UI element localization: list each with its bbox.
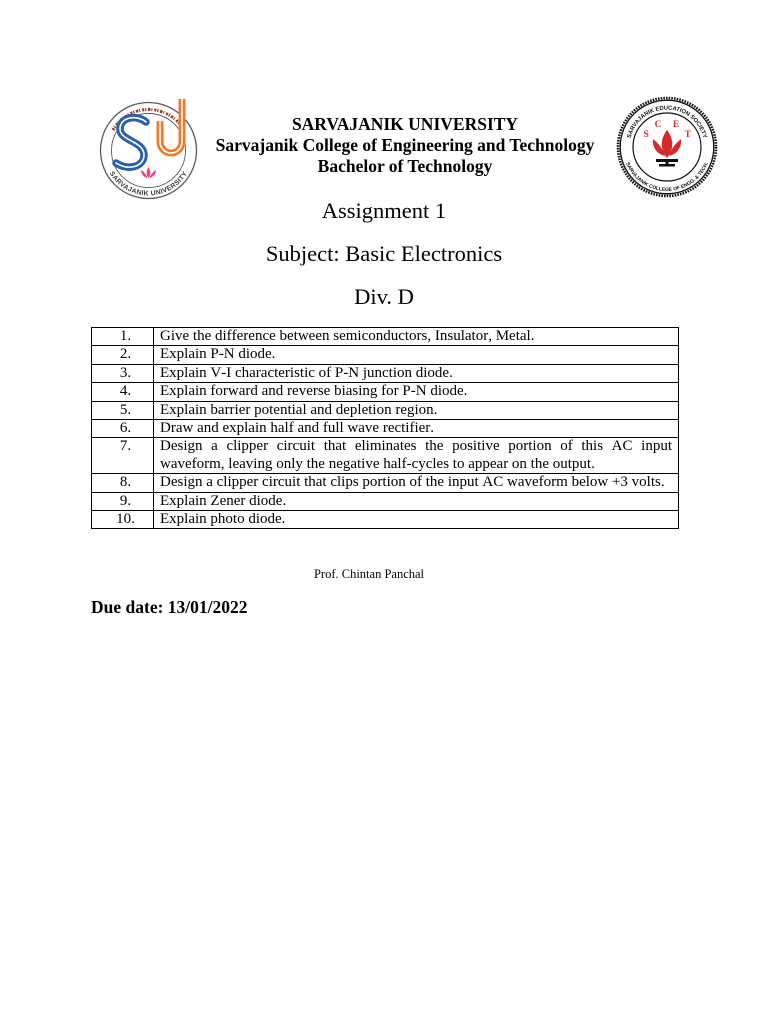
logo-bottom-text-path: SARVAJANIK COLLEGE OF ENGG. & TECH. bbox=[624, 161, 710, 194]
question-text: Explain V-I characteristic of P-N junction diode. bbox=[154, 364, 679, 382]
table-row bbox=[92, 511, 679, 529]
logo-letter-s: S bbox=[643, 130, 649, 140]
question-number: 4. bbox=[92, 383, 154, 401]
question-number: 7. bbox=[92, 438, 154, 474]
question-number: 8. bbox=[92, 474, 154, 492]
logo-letter-c: C bbox=[654, 119, 662, 130]
question-text: Explain photo diode. bbox=[154, 511, 679, 529]
question-text: Explain P-N diode. bbox=[154, 346, 679, 364]
question-number: 3. bbox=[92, 364, 154, 382]
questions-table bbox=[91, 327, 679, 529]
table-row bbox=[92, 438, 679, 474]
question-number: 2. bbox=[92, 346, 154, 364]
due-date: Due date: 13/01/2022 bbox=[91, 596, 248, 617]
division-label: Div. D bbox=[354, 284, 414, 309]
logo-letter-e: E bbox=[672, 119, 680, 130]
logo-ring-text-path: SARVAJANIK UNIVERSITY bbox=[107, 170, 190, 198]
question-text: Give the difference between semiconductors, Insulator, Metal. bbox=[154, 328, 679, 346]
question-number: 1. bbox=[92, 328, 154, 346]
professor-name: Prof. Chintan Panchal bbox=[313, 566, 425, 581]
question-number: 9. bbox=[92, 492, 154, 510]
question-number: 5. bbox=[92, 401, 154, 419]
question-number: 6. bbox=[92, 420, 154, 438]
table-row bbox=[92, 383, 679, 401]
question-text: Design a clipper circuit that clips portion of the input AC waveform below +3 volts. bbox=[154, 474, 679, 492]
table-row bbox=[92, 364, 679, 382]
assignment-title: Assignment 1 bbox=[321, 198, 447, 223]
table-row bbox=[92, 346, 679, 364]
table-row bbox=[92, 492, 679, 510]
question-text: Explain forward and reverse biasing for P-N diode. bbox=[154, 383, 679, 401]
subject-title: Subject: Basic Electronics bbox=[265, 241, 503, 266]
institution-header bbox=[205, 114, 605, 177]
question-text: Explain Zener diode. bbox=[154, 492, 679, 510]
degree-name: Bachelor of Technology bbox=[317, 156, 493, 176]
question-text: Explain barrier potential and depletion region. bbox=[154, 401, 679, 419]
table-row bbox=[92, 420, 679, 438]
university-name: SARVAJANIK UNIVERSITY bbox=[291, 114, 519, 134]
table-row bbox=[92, 401, 679, 419]
table-row bbox=[92, 328, 679, 346]
question-text: Draw and explain half and full wave rectifier. bbox=[154, 420, 679, 438]
logo-letter-t: T bbox=[684, 130, 691, 140]
question-text: Design a clipper circuit that eliminates the positive portion of this AC input waveform, leaving only the negative half-cycles to appear on the output. bbox=[154, 438, 679, 474]
university-logo bbox=[98, 95, 200, 203]
table-row bbox=[92, 474, 679, 492]
logo-top-text-path: SARVAJANIK EDUCATION SOCIETY bbox=[626, 105, 708, 139]
college-name: Sarvajanik College of Engineering and Technology bbox=[215, 135, 595, 155]
college-logo bbox=[616, 96, 718, 198]
question-number: 10. bbox=[92, 511, 154, 529]
